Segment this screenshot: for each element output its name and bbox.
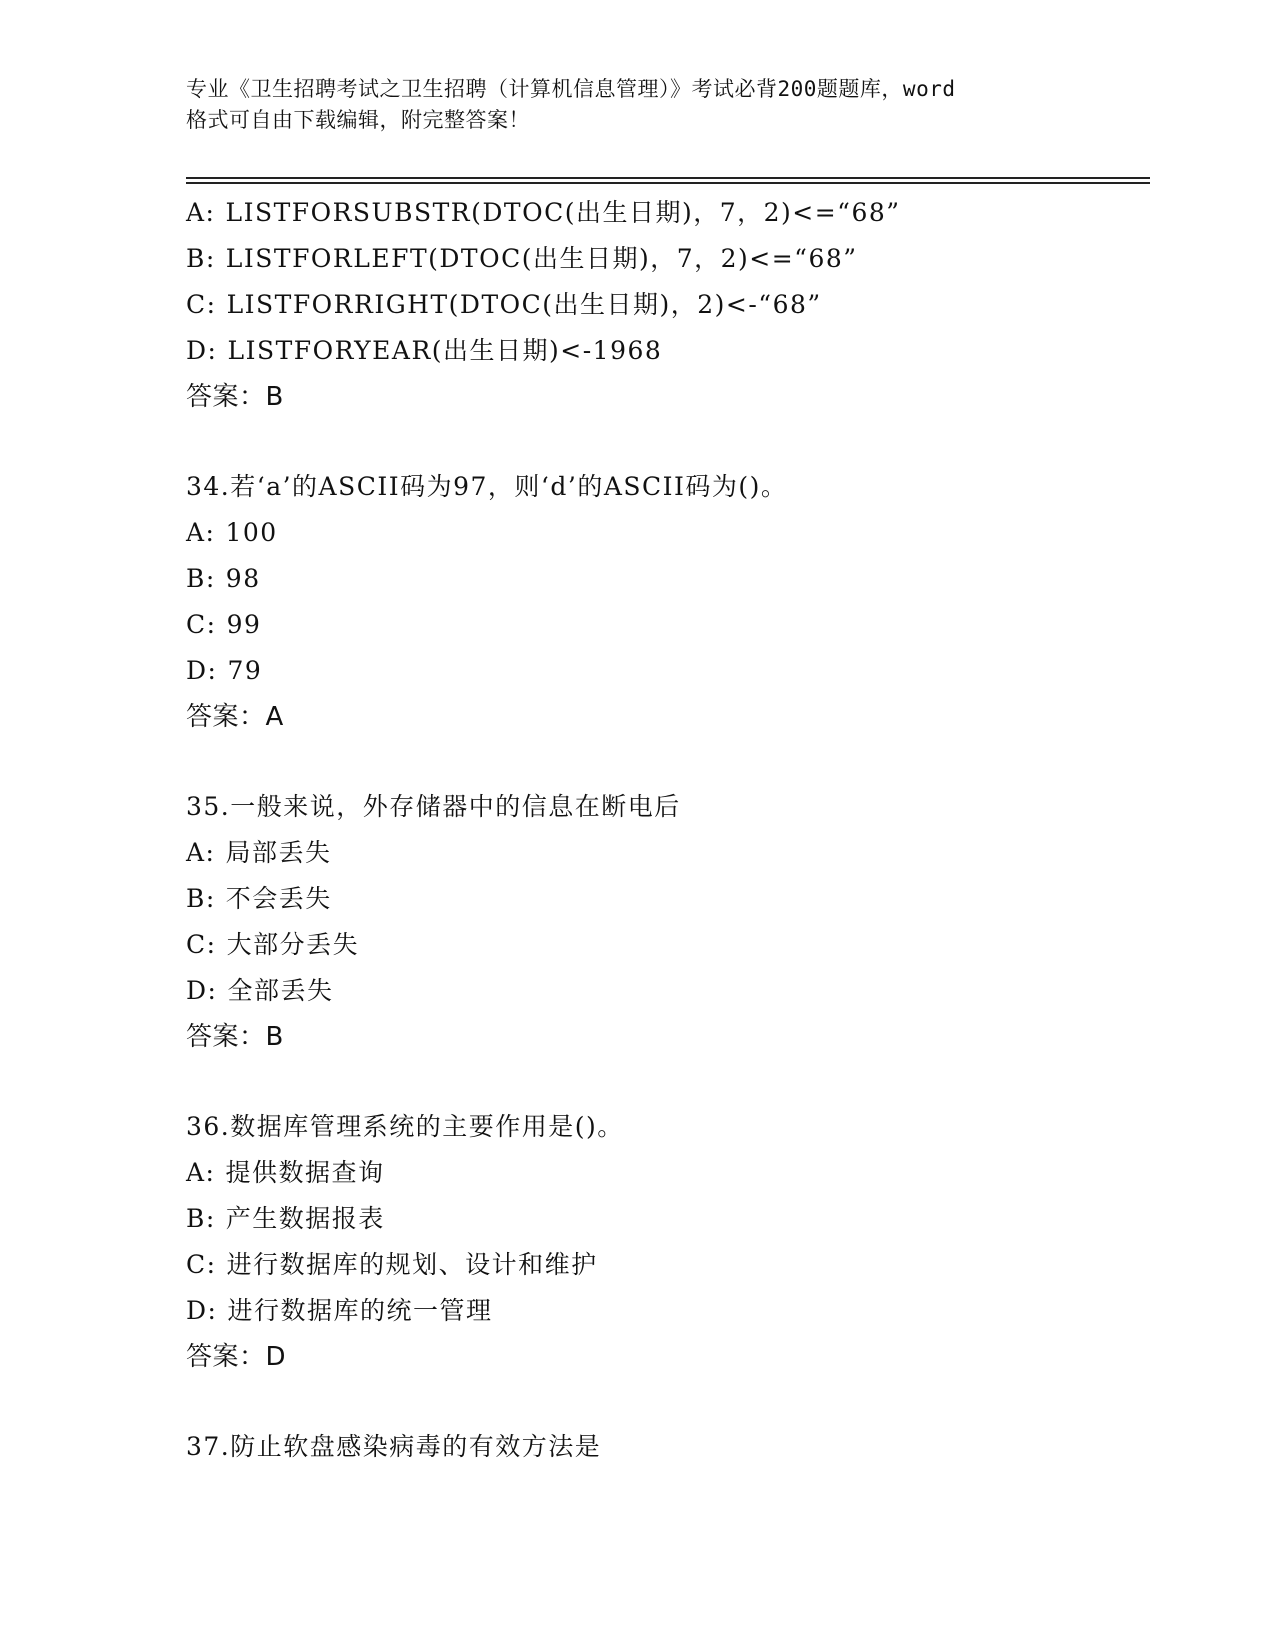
answer-line: 答案：A	[186, 702, 284, 732]
option-letter: C:	[186, 930, 217, 959]
option-text: LISTFORYEAR(出生日期)<-1968	[227, 336, 663, 365]
option-a	[186, 190, 1150, 236]
spacer	[186, 420, 1150, 464]
option-text: 100	[225, 518, 278, 547]
header-divider-bottom	[186, 182, 1150, 184]
option-b	[186, 556, 1150, 602]
option-text: 不会丢失	[225, 884, 332, 913]
option-text: 79	[227, 656, 263, 685]
answer-line: 答案：B	[186, 382, 284, 412]
option-letter: A:	[186, 838, 216, 867]
header-title-line1: 专业《卫生招聘考试之卫生招聘（计算机信息管理）》考试必背200题题库，word	[186, 77, 956, 101]
spacer	[186, 1060, 1150, 1104]
option-b	[186, 236, 1150, 282]
option-text: LISTFORLEFT(DTOC(出生日期)，7，2)<=“68”	[225, 244, 858, 273]
option-a	[186, 1150, 1150, 1196]
question-text: 35.一般来说，外存储器中的信息在断电后	[186, 792, 681, 821]
option-text: 99	[226, 610, 262, 639]
answer-line: 答案：B	[186, 1022, 284, 1052]
option-d	[186, 968, 1150, 1014]
question-text: 36.数据库管理系统的主要作用是()。	[186, 1112, 624, 1141]
question-list	[186, 190, 1150, 1470]
question-33	[186, 190, 1150, 420]
option-text: 进行数据库的规划、设计和维护	[226, 1250, 598, 1279]
option-letter: C:	[186, 1250, 217, 1279]
option-letter: A:	[186, 518, 216, 547]
option-text: 局部丢失	[225, 838, 332, 867]
option-c	[186, 1242, 1150, 1288]
option-letter: C:	[186, 290, 217, 319]
option-text: 全部丢失	[227, 976, 334, 1005]
option-b	[186, 1196, 1150, 1242]
spacer	[186, 1380, 1150, 1424]
option-letter: B:	[186, 1204, 216, 1233]
option-a	[186, 830, 1150, 876]
option-text: 98	[225, 564, 261, 593]
option-c	[186, 602, 1150, 648]
option-letter: D:	[186, 656, 218, 685]
option-letter: B:	[186, 244, 216, 273]
option-letter: B:	[186, 564, 216, 593]
option-letter: D:	[186, 1296, 218, 1325]
option-letter: A:	[186, 1158, 216, 1187]
option-text: 产生数据报表	[225, 1204, 385, 1233]
option-text: 进行数据库的统一管理	[227, 1296, 493, 1325]
option-c	[186, 282, 1150, 328]
option-a	[186, 510, 1150, 556]
option-text: LISTFORRIGHT(DTOC(出生日期)，2)<-“68”	[226, 290, 822, 319]
question-text: 34.若‘a’的ASCII码为97，则‘d’的ASCII码为()。	[186, 472, 788, 501]
header-divider-top	[186, 177, 1150, 179]
question-36	[186, 1104, 1150, 1380]
spacer	[186, 740, 1150, 784]
option-letter: D:	[186, 976, 218, 1005]
option-text: 大部分丢失	[226, 930, 360, 959]
question-35	[186, 784, 1150, 1060]
option-text: LISTFORSUBSTR(DTOC(出生日期)，7，2)<=“68”	[225, 198, 901, 227]
header-title-line2: 格式可自由下载编辑，附完整答案！	[186, 108, 530, 132]
answer-line: 答案：D	[186, 1342, 287, 1372]
option-letter: B:	[186, 884, 216, 913]
option-d	[186, 648, 1150, 694]
option-b	[186, 876, 1150, 922]
option-text: 提供数据查询	[225, 1158, 385, 1187]
option-d	[186, 328, 1150, 374]
option-letter: A:	[186, 198, 216, 227]
question-text: 37.防止软盘感染病毒的有效方法是	[186, 1432, 602, 1461]
question-37	[186, 1424, 1150, 1470]
option-c	[186, 922, 1150, 968]
option-letter: C:	[186, 610, 217, 639]
document-header	[186, 74, 1086, 136]
option-letter: D:	[186, 336, 218, 365]
question-34	[186, 464, 1150, 740]
option-d	[186, 1288, 1150, 1334]
